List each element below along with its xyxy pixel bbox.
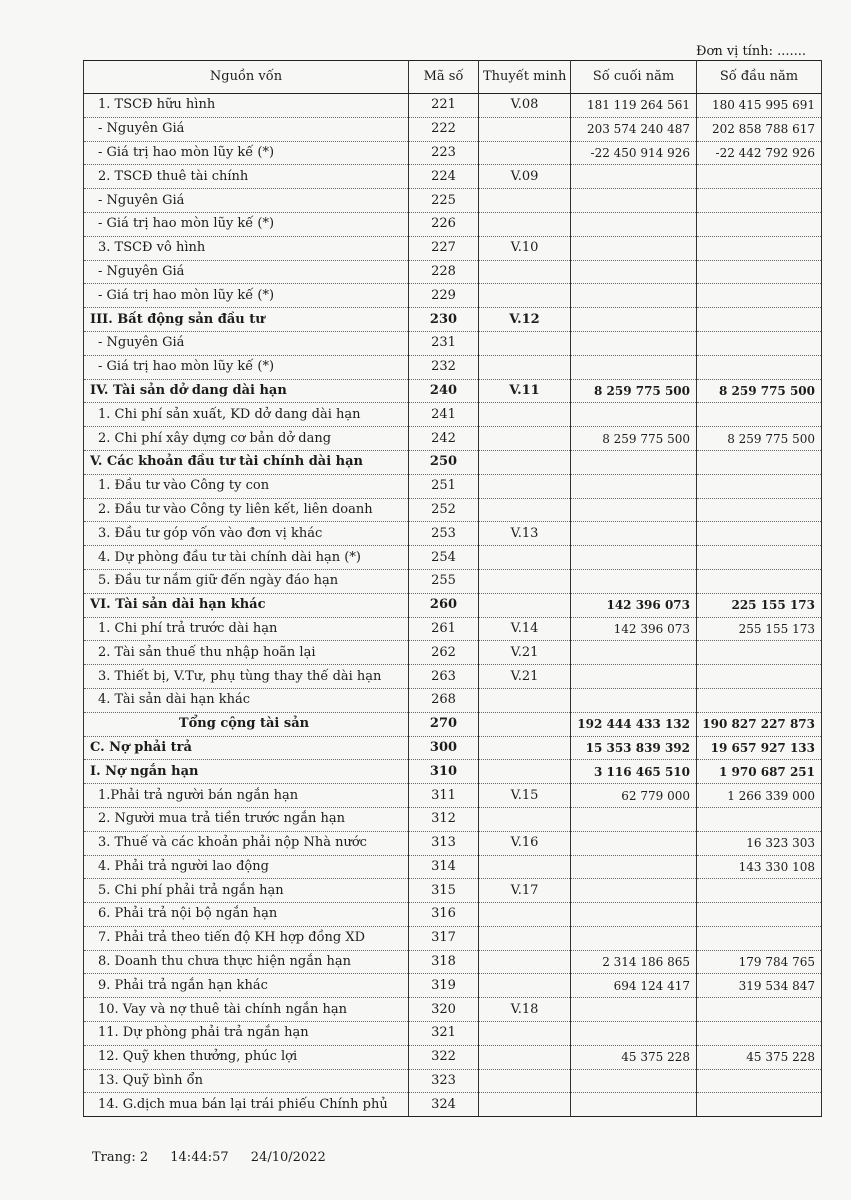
table-row <box>84 379 822 403</box>
row-label: 4. Dự phòng đầu tư tài chính dài hạn (*) <box>84 546 409 570</box>
table-body <box>84 94 822 1117</box>
row-note: V.21 <box>479 641 571 665</box>
row-start-of-year <box>697 998 822 1022</box>
row-label: IV. Tài sản dở dang dài hạn <box>84 379 409 403</box>
row-code: 317 <box>409 926 479 950</box>
row-label: 5. Đầu tư nắm giữ đến ngày đáo hạn <box>84 569 409 593</box>
row-label: - Giá trị hao mòn lũy kế (*) <box>84 355 409 379</box>
row-code: 229 <box>409 284 479 308</box>
row-end-of-year <box>571 165 697 189</box>
row-note <box>479 474 571 498</box>
row-label: 3. Thuế và các khoản phải nộp Nhà nước <box>84 831 409 855</box>
table-row <box>84 617 822 641</box>
row-code: 260 <box>409 593 479 617</box>
row-start-of-year: 1 266 339 000 <box>697 784 822 808</box>
row-start-of-year: 190 827 227 873 <box>697 712 822 736</box>
table-row <box>84 308 822 332</box>
row-label: 1. Chi phí trả trước dài hạn <box>84 617 409 641</box>
table-row <box>84 1022 822 1046</box>
row-start-of-year <box>697 641 822 665</box>
row-code: 242 <box>409 427 479 451</box>
row-end-of-year: 192 444 433 132 <box>571 712 697 736</box>
row-note: V.15 <box>479 784 571 808</box>
table-row <box>84 236 822 260</box>
row-label: 7. Phải trả theo tiến độ KH hợp đồng XD <box>84 926 409 950</box>
row-label: VI. Tài sản dài hạn khác <box>84 593 409 617</box>
row-start-of-year: 180 415 995 691 <box>697 94 822 118</box>
row-note <box>479 427 571 451</box>
row-note <box>479 950 571 974</box>
row-note: V.21 <box>479 665 571 689</box>
table-row <box>84 212 822 236</box>
row-start-of-year <box>697 189 822 213</box>
row-note: V.18 <box>479 998 571 1022</box>
table-row <box>84 189 822 213</box>
row-start-of-year: 225 155 173 <box>697 593 822 617</box>
row-note: V.09 <box>479 165 571 189</box>
row-note <box>479 498 571 522</box>
table-row <box>84 807 822 831</box>
row-start-of-year <box>697 879 822 903</box>
row-start-of-year <box>697 1069 822 1093</box>
row-note <box>479 903 571 927</box>
row-end-of-year <box>571 879 697 903</box>
row-label: 8. Doanh thu chưa thực hiện ngắn hạn <box>84 950 409 974</box>
row-code: 224 <box>409 165 479 189</box>
column-header-end-of-year: Số cuối năm <box>571 61 697 94</box>
table-row <box>84 760 822 784</box>
row-note: V.08 <box>479 94 571 118</box>
row-end-of-year: 45 375 228 <box>571 1045 697 1069</box>
row-end-of-year: -22 450 914 926 <box>571 141 697 165</box>
row-code: 314 <box>409 855 479 879</box>
row-label: 9. Phải trả ngắn hạn khác <box>84 974 409 998</box>
row-note: V.14 <box>479 617 571 641</box>
row-start-of-year <box>697 546 822 570</box>
row-end-of-year <box>571 331 697 355</box>
row-note: V.12 <box>479 308 571 332</box>
table-row <box>84 855 822 879</box>
row-note <box>479 593 571 617</box>
row-end-of-year <box>571 284 697 308</box>
row-end-of-year <box>571 189 697 213</box>
row-code: 232 <box>409 355 479 379</box>
row-note <box>479 403 571 427</box>
row-end-of-year: 15 353 839 392 <box>571 736 697 760</box>
row-code: 270 <box>409 712 479 736</box>
row-start-of-year: 255 155 173 <box>697 617 822 641</box>
table-row <box>84 498 822 522</box>
row-label: 4. Phải trả người lao động <box>84 855 409 879</box>
table-row <box>84 998 822 1022</box>
row-label: 1. TSCĐ hữu hình <box>84 94 409 118</box>
row-code: 323 <box>409 1069 479 1093</box>
row-label: 1.Phải trả người bán ngắn hạn <box>84 784 409 808</box>
row-start-of-year: 319 534 847 <box>697 974 822 998</box>
row-label: - Nguyên Giá <box>84 117 409 141</box>
row-code: 311 <box>409 784 479 808</box>
table-row <box>84 331 822 355</box>
table-row <box>84 784 822 808</box>
row-start-of-year: -22 442 792 926 <box>697 141 822 165</box>
row-label: - Giá trị hao mòn lũy kế (*) <box>84 212 409 236</box>
page-footer <box>92 1150 344 1165</box>
row-code: 268 <box>409 688 479 712</box>
table-row <box>84 879 822 903</box>
row-label: - Giá trị hao mòn lũy kế (*) <box>84 141 409 165</box>
row-note: V.11 <box>479 379 571 403</box>
row-start-of-year <box>697 450 822 474</box>
row-note <box>479 926 571 950</box>
row-label: I. Nợ ngắn hạn <box>84 760 409 784</box>
row-label: 4. Tài sản dài hạn khác <box>84 688 409 712</box>
row-code: 254 <box>409 546 479 570</box>
row-label: 11. Dự phòng phải trả ngắn hạn <box>84 1022 409 1046</box>
row-end-of-year <box>571 926 697 950</box>
row-start-of-year <box>697 355 822 379</box>
balance-sheet-table <box>83 60 822 1117</box>
row-start-of-year <box>697 1093 822 1117</box>
row-start-of-year <box>697 260 822 284</box>
row-code: 262 <box>409 641 479 665</box>
row-end-of-year <box>571 1022 697 1046</box>
row-start-of-year <box>697 688 822 712</box>
table-row <box>84 641 822 665</box>
row-label: 6. Phải trả nội bộ ngắn hạn <box>84 903 409 927</box>
row-label: Tổng cộng tài sản <box>84 712 409 736</box>
row-end-of-year <box>571 522 697 546</box>
row-note <box>479 855 571 879</box>
table-row <box>84 94 822 118</box>
column-header-code: Mã số <box>409 61 479 94</box>
table-row <box>84 950 822 974</box>
row-label: C. Nợ phải trả <box>84 736 409 760</box>
row-start-of-year <box>697 284 822 308</box>
table-row <box>84 474 822 498</box>
row-start-of-year <box>697 403 822 427</box>
row-note <box>479 760 571 784</box>
row-note: V.10 <box>479 236 571 260</box>
row-start-of-year <box>697 236 822 260</box>
row-note <box>479 450 571 474</box>
table-row <box>84 1045 822 1069</box>
row-code: 226 <box>409 212 479 236</box>
row-code: 322 <box>409 1045 479 1069</box>
table-row <box>84 427 822 451</box>
row-code: 312 <box>409 807 479 831</box>
row-label: 2. Đầu tư vào Công ty liên kết, liên doanh <box>84 498 409 522</box>
table-row <box>84 284 822 308</box>
row-code: 230 <box>409 308 479 332</box>
table-row <box>84 546 822 570</box>
row-end-of-year <box>571 498 697 522</box>
row-label: 2. Chi phí xây dựng cơ bản dở dang <box>84 427 409 451</box>
row-label: 3. TSCĐ vô hình <box>84 236 409 260</box>
row-note <box>479 284 571 308</box>
row-start-of-year: 8 259 775 500 <box>697 427 822 451</box>
row-code: 318 <box>409 950 479 974</box>
row-code: 261 <box>409 617 479 641</box>
row-start-of-year <box>697 165 822 189</box>
row-start-of-year <box>697 522 822 546</box>
row-end-of-year <box>571 308 697 332</box>
row-end-of-year <box>571 807 697 831</box>
row-note <box>479 141 571 165</box>
row-start-of-year <box>697 569 822 593</box>
row-label: 2. TSCĐ thuê tài chính <box>84 165 409 189</box>
row-note <box>479 117 571 141</box>
row-code: 223 <box>409 141 479 165</box>
table-row <box>84 522 822 546</box>
row-code: 324 <box>409 1093 479 1117</box>
row-start-of-year <box>697 308 822 332</box>
row-start-of-year: 8 259 775 500 <box>697 379 822 403</box>
row-end-of-year <box>571 403 697 427</box>
row-end-of-year: 142 396 073 <box>571 593 697 617</box>
row-end-of-year: 8 259 775 500 <box>571 379 697 403</box>
row-note <box>479 1045 571 1069</box>
table-row <box>84 450 822 474</box>
row-end-of-year <box>571 903 697 927</box>
row-label: - Giá trị hao mòn lũy kế (*) <box>84 284 409 308</box>
row-start-of-year <box>697 903 822 927</box>
row-note <box>479 1022 571 1046</box>
row-note: V.17 <box>479 879 571 903</box>
row-note <box>479 260 571 284</box>
row-code: 250 <box>409 450 479 474</box>
row-note <box>479 974 571 998</box>
table-row <box>84 665 822 689</box>
row-end-of-year <box>571 998 697 1022</box>
row-note: V.16 <box>479 831 571 855</box>
row-start-of-year: 45 375 228 <box>697 1045 822 1069</box>
row-end-of-year <box>571 355 697 379</box>
row-end-of-year <box>571 546 697 570</box>
row-note <box>479 212 571 236</box>
row-start-of-year: 143 330 108 <box>697 855 822 879</box>
table-row <box>84 117 822 141</box>
row-label: 3. Đầu tư góp vốn vào đơn vị khác <box>84 522 409 546</box>
unit-label: Đơn vị tính: ....... <box>696 44 807 59</box>
row-note <box>479 736 571 760</box>
row-code: 228 <box>409 260 479 284</box>
row-end-of-year <box>571 260 697 284</box>
row-code: 240 <box>409 379 479 403</box>
row-start-of-year <box>697 474 822 498</box>
table-row <box>84 736 822 760</box>
row-code: 315 <box>409 879 479 903</box>
row-note <box>479 189 571 213</box>
row-label: - Nguyên Giá <box>84 189 409 213</box>
row-end-of-year: 3 116 465 510 <box>571 760 697 784</box>
row-note <box>479 1093 571 1117</box>
row-code: 231 <box>409 331 479 355</box>
row-end-of-year <box>571 474 697 498</box>
row-start-of-year: 16 323 303 <box>697 831 822 855</box>
row-code: 255 <box>409 569 479 593</box>
table-row <box>84 1093 822 1117</box>
table-row <box>84 831 822 855</box>
row-end-of-year: 694 124 417 <box>571 974 697 998</box>
footer-time: 14:44:57 <box>170 1150 229 1165</box>
table-row <box>84 1069 822 1093</box>
row-label: 2. Tài sản thuế thu nhập hoãn lại <box>84 641 409 665</box>
table-row <box>84 141 822 165</box>
table-row <box>84 165 822 189</box>
row-code: 316 <box>409 903 479 927</box>
row-start-of-year: 179 784 765 <box>697 950 822 974</box>
row-label: 2. Người mua trả tiền trước ngắn hạn <box>84 807 409 831</box>
row-label: 14. G.dịch mua bán lại trái phiếu Chính phủ <box>84 1093 409 1117</box>
row-end-of-year <box>571 212 697 236</box>
footer-page: Trang: 2 <box>92 1150 149 1165</box>
row-label: 5. Chi phí phải trả ngắn hạn <box>84 879 409 903</box>
row-label: - Nguyên Giá <box>84 331 409 355</box>
table-row <box>84 569 822 593</box>
row-note: V.13 <box>479 522 571 546</box>
row-start-of-year <box>697 331 822 355</box>
row-label: 12. Quỹ khen thưởng, phúc lợi <box>84 1045 409 1069</box>
row-end-of-year: 8 259 775 500 <box>571 427 697 451</box>
column-header-note: Thuyết minh <box>479 61 571 94</box>
table-row <box>84 593 822 617</box>
row-label: 1. Đầu tư vào Công ty con <box>84 474 409 498</box>
row-start-of-year <box>697 212 822 236</box>
row-code: 225 <box>409 189 479 213</box>
row-note <box>479 569 571 593</box>
row-start-of-year <box>697 807 822 831</box>
row-note <box>479 688 571 712</box>
row-label: 13. Quỹ bình ổn <box>84 1069 409 1093</box>
row-start-of-year <box>697 498 822 522</box>
row-note <box>479 712 571 736</box>
row-end-of-year: 181 119 264 561 <box>571 94 697 118</box>
row-end-of-year: 2 314 186 865 <box>571 950 697 974</box>
row-start-of-year: 1 970 687 251 <box>697 760 822 784</box>
row-label: 3. Thiết bị, V.Tư, phụ tùng thay thế dài hạn <box>84 665 409 689</box>
table-row <box>84 260 822 284</box>
row-start-of-year <box>697 1022 822 1046</box>
column-header-start-of-year: Số đầu năm <box>697 61 822 94</box>
row-label: 1. Chi phí sản xuất, KD dở dang dài hạn <box>84 403 409 427</box>
row-note <box>479 807 571 831</box>
row-end-of-year <box>571 688 697 712</box>
row-note <box>479 546 571 570</box>
row-code: 227 <box>409 236 479 260</box>
row-code: 241 <box>409 403 479 427</box>
table-row <box>84 903 822 927</box>
row-code: 222 <box>409 117 479 141</box>
row-end-of-year <box>571 641 697 665</box>
row-code: 221 <box>409 94 479 118</box>
row-end-of-year <box>571 1069 697 1093</box>
footer-date: 24/10/2022 <box>250 1150 326 1165</box>
row-label: - Nguyên Giá <box>84 260 409 284</box>
row-code: 310 <box>409 760 479 784</box>
row-end-of-year <box>571 665 697 689</box>
row-code: 263 <box>409 665 479 689</box>
row-code: 300 <box>409 736 479 760</box>
row-note <box>479 355 571 379</box>
row-note <box>479 331 571 355</box>
column-header-source: Nguồn vốn <box>84 61 409 94</box>
row-end-of-year: 203 574 240 487 <box>571 117 697 141</box>
table-row <box>84 712 822 736</box>
row-label: 10. Vay và nợ thuê tài chính ngắn hạn <box>84 998 409 1022</box>
table-row <box>84 688 822 712</box>
row-end-of-year: 142 396 073 <box>571 617 697 641</box>
row-end-of-year <box>571 831 697 855</box>
row-code: 319 <box>409 974 479 998</box>
row-code: 251 <box>409 474 479 498</box>
row-start-of-year: 19 657 927 133 <box>697 736 822 760</box>
row-start-of-year <box>697 926 822 950</box>
row-start-of-year: 202 858 788 617 <box>697 117 822 141</box>
row-end-of-year <box>571 450 697 474</box>
table-row <box>84 355 822 379</box>
row-code: 313 <box>409 831 479 855</box>
table-row <box>84 926 822 950</box>
row-note <box>479 1069 571 1093</box>
row-start-of-year <box>697 665 822 689</box>
table-row <box>84 974 822 998</box>
row-code: 252 <box>409 498 479 522</box>
row-label: V. Các khoản đầu tư tài chính dài hạn <box>84 450 409 474</box>
table-header-row <box>84 61 822 94</box>
row-label: III. Bất động sản đầu tư <box>84 308 409 332</box>
row-end-of-year: 62 779 000 <box>571 784 697 808</box>
row-code: 320 <box>409 998 479 1022</box>
row-end-of-year <box>571 1093 697 1117</box>
row-end-of-year <box>571 569 697 593</box>
row-end-of-year <box>571 855 697 879</box>
row-end-of-year <box>571 236 697 260</box>
row-code: 253 <box>409 522 479 546</box>
row-code: 321 <box>409 1022 479 1046</box>
table-row <box>84 403 822 427</box>
